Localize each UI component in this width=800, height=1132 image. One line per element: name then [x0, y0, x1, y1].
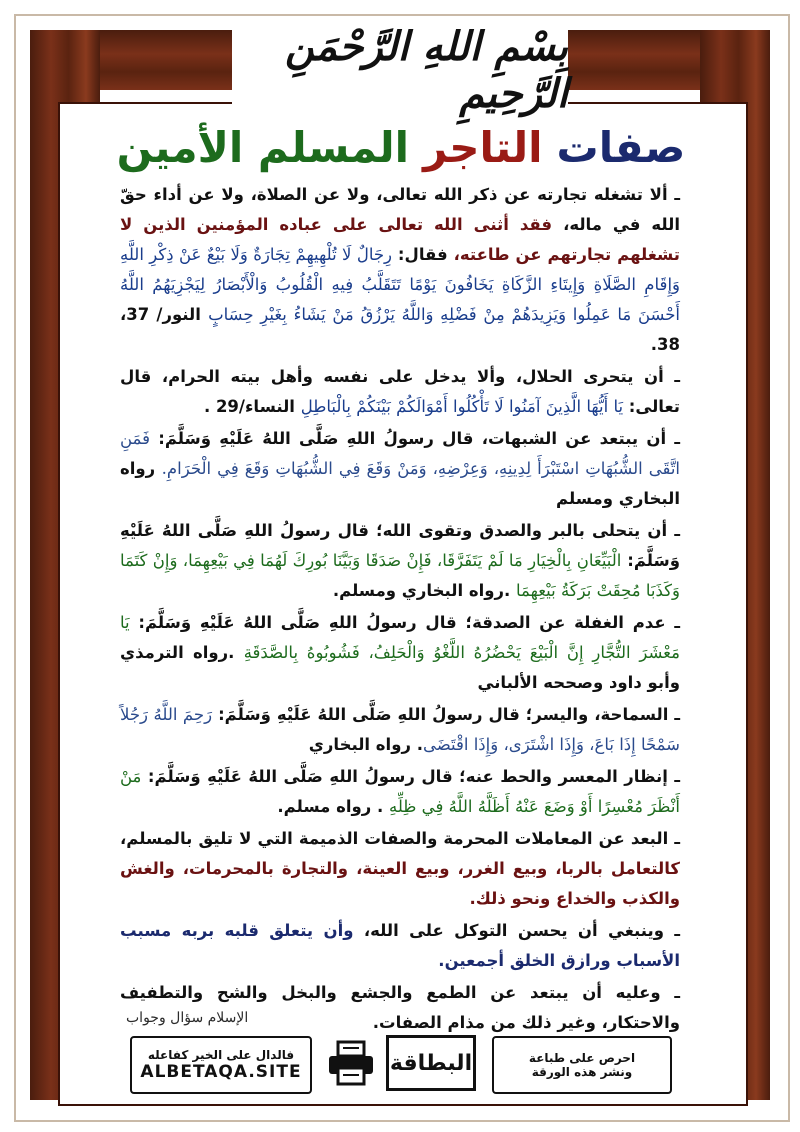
hadith-reference: . رواه مسلم. — [277, 797, 389, 816]
hadith-reference: .رواه الترمذي وأبو داود وصححه الألباني — [120, 643, 680, 692]
basmala-calligraphy: بِسْمِ اللهِ الرَّحْمَنِ الرَّحِيمِ — [285, 23, 568, 117]
brand-logo — [326, 1036, 476, 1090]
footer-bar — [130, 1036, 670, 1094]
paragraph-avoid-doubts — [120, 424, 680, 514]
paragraph-lead: ـ إنظار المعسر والحط عنه؛ — [459, 767, 680, 786]
paragraph-avoid-forbidden — [120, 824, 680, 914]
hadith-text: يَا مَعْشَرَ التُّجَّارِ إِنَّ الْبَيْعَ يَحْضُرُهُ اللَّغْوُ وَالْحَلِفُ، فَشُوبُوهُ بِالصَّدَقَةِ — [120, 613, 680, 662]
paragraph-lead: ـ وعليه أن يبتعد عن الطمع والجشع والبخل والشح والتطفيف والاحتكار، وغير ذلك من مذام الصفات. — [120, 983, 680, 1032]
paragraph-grace-debtor — [120, 762, 680, 822]
paragraph-lead: ـ أن يبتعد عن الشبهات، — [481, 429, 680, 448]
title-part-3: المسلم الأمين — [116, 123, 410, 172]
hadith-text: الْبَيِّعَانِ بِالْخِيَارِ مَا لَمْ يَتَفَرَّقَا، فَإِنْ صَدَقَا وَبَيَّنَا بُورِكَ لَهُمَا فِي بَيْعِهِمَا، وَإِنْ كَتَمَا وَكَذَبَا مُحِقَتْ بَرَكَةُ بَيْعِهِمَا — [120, 551, 680, 600]
verse-reference: النور/ 37، 38. — [120, 305, 680, 354]
hadith-text: مَنْ أَنْظَرَ مُعْسِرًا أَوْ وَضَعَ عَنْهُ أَظَلَّهُ اللَّهُ فِي ظِلِّهِ — [120, 767, 680, 816]
paragraph-lead: ـ السماحة، واليسر؛ — [525, 705, 680, 724]
paragraph-intro: قال رسولُ اللهِ صَلَّى اللهُ عَلَيْهِ وَسَلَّمَ: — [212, 705, 526, 724]
paragraph-lead: ـ البعد عن المعاملات المحرمة والصفات الذميمة التي لا تليق بالمسلم، — [120, 829, 680, 848]
paragraph-intro: قال رسولُ اللهِ صَلَّى اللهُ عَلَيْهِ وَسَلَّمَ: — [129, 613, 466, 632]
print-reminder-line-2: ونشر هذه الورقة — [531, 1065, 633, 1079]
header-banner — [232, 23, 568, 117]
printer-icon — [326, 1040, 376, 1086]
paragraph-lead: ـ أن يتحلى بالبر والصدق وتقوى الله؛ — [376, 521, 680, 540]
print-reminder-line-1: احرص على طباعة — [528, 1051, 636, 1065]
article-body — [120, 180, 680, 1040]
source-credit: الإسلام سؤال وجواب — [126, 1010, 249, 1026]
paragraph-intro: قال تعالى: — [120, 367, 680, 416]
paragraph-mid: فقد أثنى الله تعالى على عباده المؤمنين الذين لا تشغلهم تجارتهم عن طاعته، — [120, 215, 680, 264]
quran-verse: يَا أَيُّهَا الَّذِينَ آمَنُوا لَا تَأْكُلُوا أَمْوَالَكُمْ بَيْنَكُمْ بِالْبَاطِلِ — [300, 397, 624, 416]
hadith-reference: رواه البخاري ومسلم — [120, 459, 680, 508]
paragraph-intro: قال رسولُ اللهِ صَلَّى اللهُ عَلَيْهِ وَسَلَّمَ: — [120, 521, 680, 570]
page-title — [58, 118, 744, 178]
title-part-1: صفات — [556, 123, 686, 172]
paragraph-honesty — [120, 516, 680, 606]
paragraph-lead: ـ أن يتحرى الحلال، وألا يدخل على نفسه وأهل بيته الحرام، — [161, 367, 681, 386]
paragraph-avoid-greed — [120, 978, 680, 1038]
paragraph-detail: وأن يتعلق قلبه بربه مسبب الأسباب ورازق الخلق أجمعين. — [120, 921, 680, 970]
quran-verse: رِجَالٌ لَا تُلْهِيهِمْ تِجَارَةٌ وَلَا بَيْعٌ عَنْ ذِكْرِ اللَّهِ وَإِقَامِ الصَّلَاةِ وَإِيتَاءِ الزَّكَاةِ يَخَافُونَ يَوْمًا تَتَقَلَّبُ فِيهِ الْقُلُوبُ وَالْأَبْصَارُ لِيَجْزِيَهُمُ اللَّهُ أَحْسَنَ مَا عَمِلُوا وَيَزِيدَهُمْ مِنْ فَضْلِهِ وَاللَّهُ يَرْزُقُ مَنْ يَشَاءُ بِغَيْرِ حِسَابٍ — [120, 245, 681, 324]
paragraph-leniency — [120, 700, 680, 760]
website-tagline: فالدال على الخير كفاعله — [147, 1048, 295, 1062]
paragraph-detail: كالتعامل بالربا، وبيع الغرر، وبيع العينة، والتجارة بالمحرمات، والغش والكذب والخداع ونحو ذلك. — [120, 859, 680, 908]
paragraph-intro: فقال: — [392, 245, 448, 264]
title-part-2: التاجر — [423, 123, 543, 172]
website-box[interactable] — [130, 1036, 312, 1094]
brand-logo-word: البطاقة — [386, 1035, 476, 1091]
paragraph-trust-god — [120, 916, 680, 976]
verse-reference: النساء/29 . — [203, 397, 301, 416]
website-url[interactable]: ALBETAQA.SITE — [140, 1062, 302, 1082]
paragraph-charity — [120, 608, 680, 698]
paragraph-seek-halal — [120, 362, 680, 422]
hadith-text: فَمَنِ اتَّقَى الشُّبُهَاتِ اسْتَبْرَأَ لِدِينِهِ، وَعِرْضِهِ، وَمَنْ وَقَعَ فِي الشُّبُهَاتِ وَقَعَ فِي الْحَرَامِ. — [120, 429, 680, 478]
paragraph-lead: ـ ألا تشغله تجارته عن ذكر الله تعالى، ولا عن الصلاة، ولا عن أداء حقّ الله في ماله، — [120, 185, 680, 234]
paragraph-intro: قال رسولُ اللهِ صَلَّى اللهُ عَلَيْهِ وَسَلَّمَ: — [141, 767, 460, 786]
hadith-text: رَحِمَ اللَّهُ رَجُلاً سَمْحًا إِذَا بَاعَ، وَإِذَا اشْتَرَى، وَإِذَا اقْتَضَى — [120, 705, 680, 754]
paragraph-intro: قال رسولُ اللهِ صَلَّى اللهُ عَلَيْهِ وَسَلَّمَ: — [150, 429, 482, 448]
paragraph-lead: ـ عدم الغفلة عن الصدقة؛ — [465, 613, 680, 632]
paragraph-work-not-distract — [120, 180, 680, 360]
hadith-reference: . رواه البخاري — [308, 735, 423, 754]
hadith-reference: .رواه البخاري ومسلم. — [332, 581, 517, 600]
paragraph-lead: ـ وينبغي أن يحسن التوكل على الله، — [363, 921, 680, 940]
print-reminder-box — [492, 1036, 672, 1094]
